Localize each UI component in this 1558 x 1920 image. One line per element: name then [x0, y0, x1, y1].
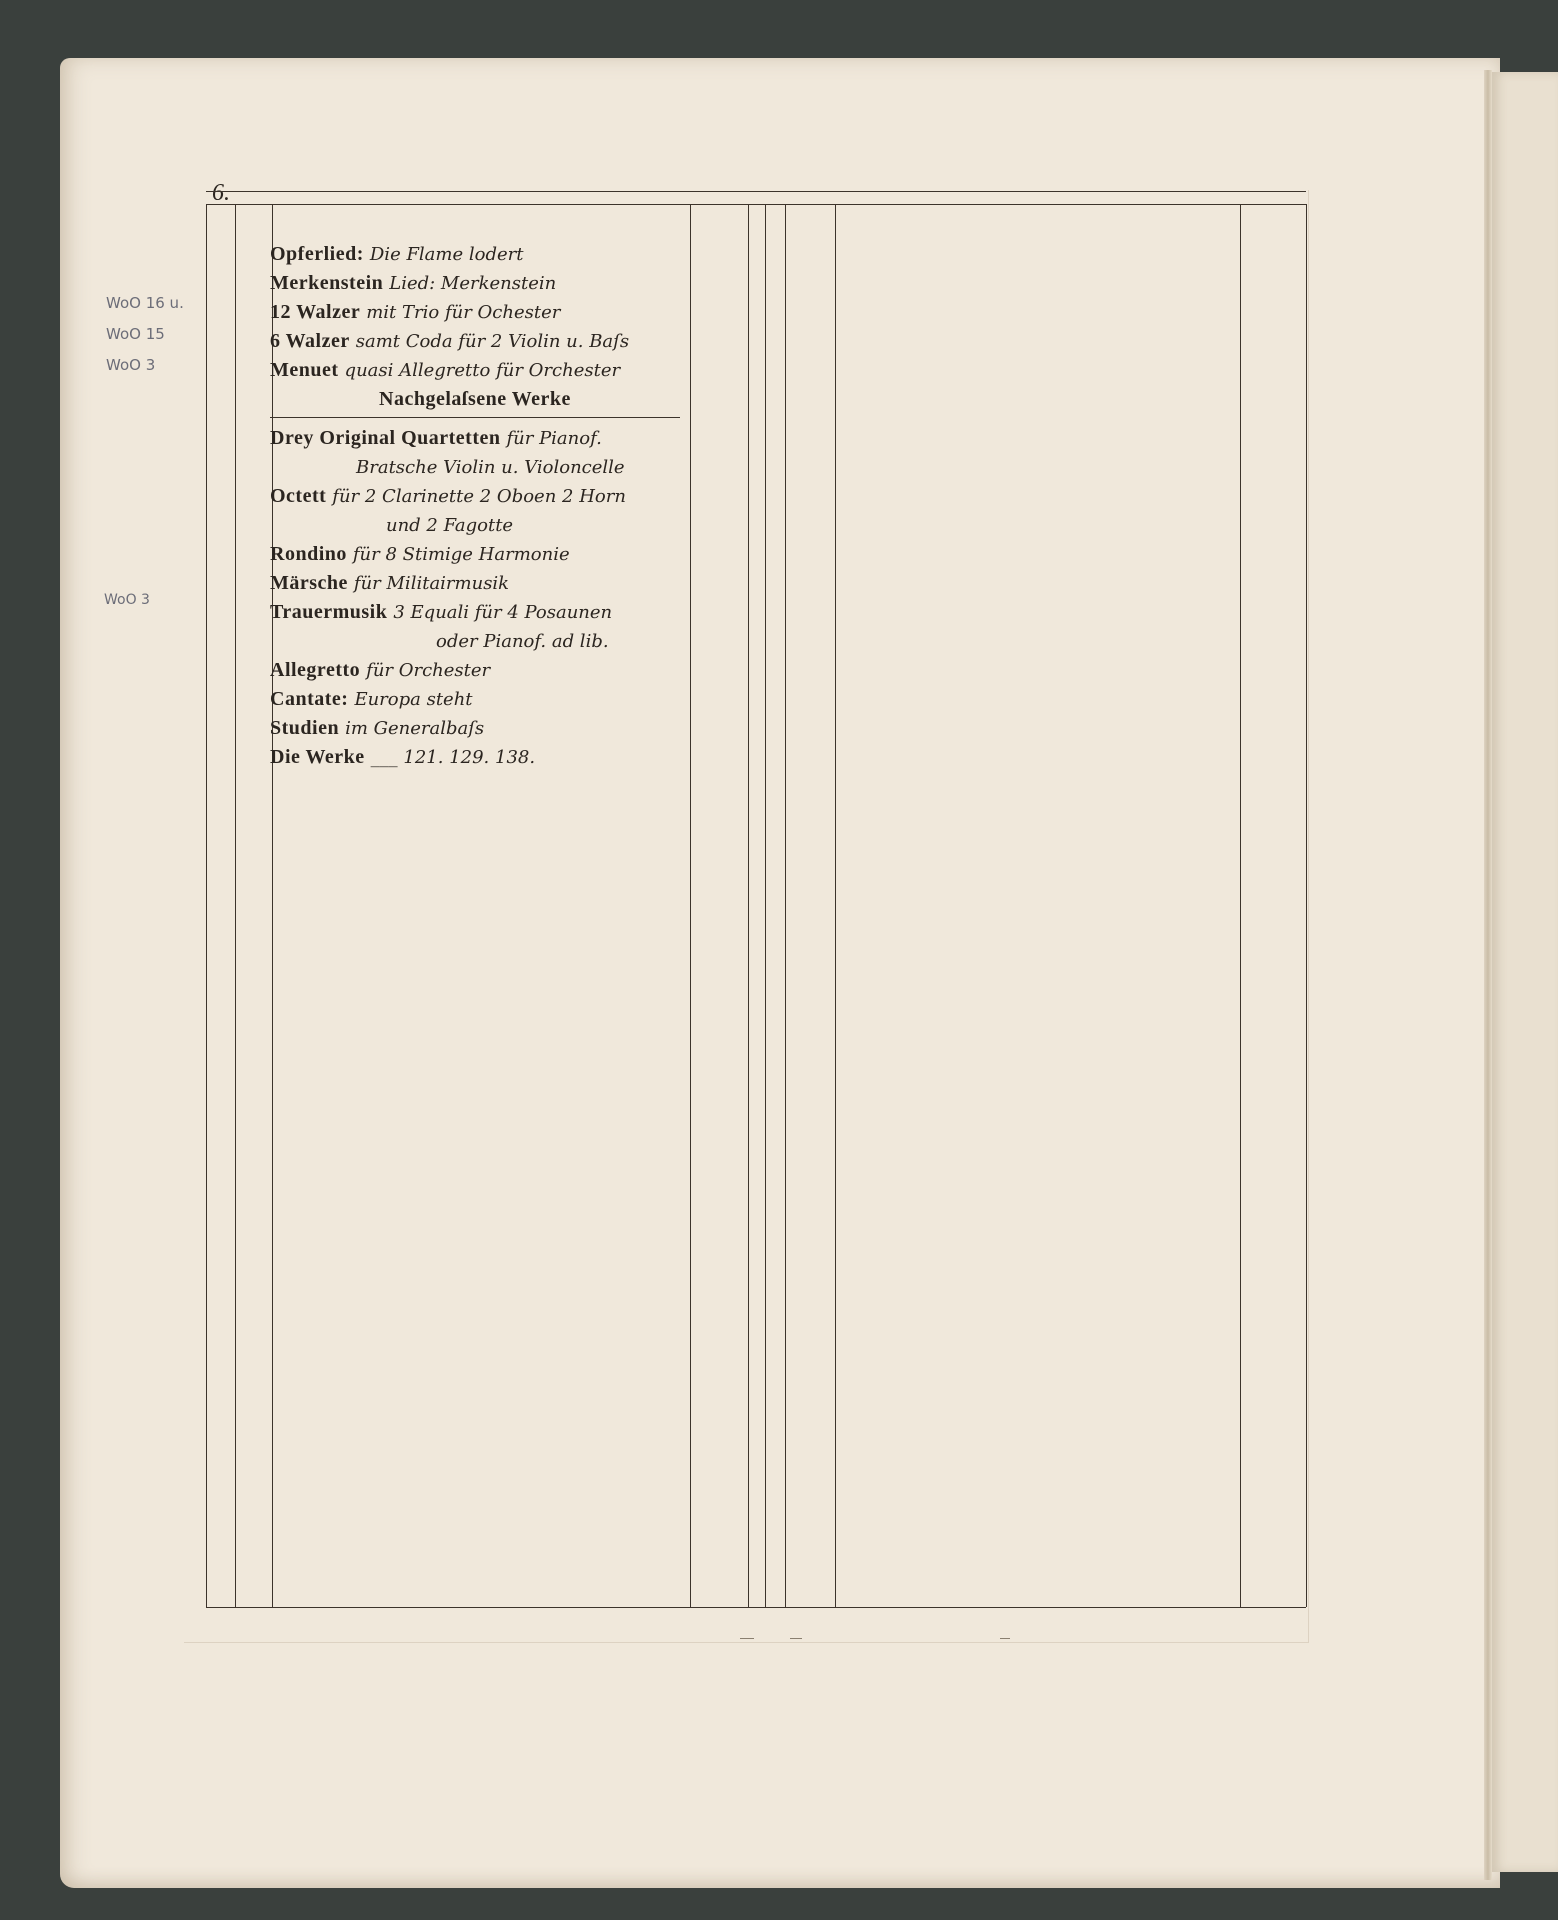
- column-rule-6: [765, 204, 766, 1607]
- column-rule-10: [1306, 204, 1307, 1607]
- catalogue-entry-continuation: oder Pianof. ad lib.: [436, 631, 609, 652]
- margin-note: WoO 3: [104, 592, 150, 608]
- column-rule-7: [785, 204, 786, 1607]
- facing-page-edge: [1492, 72, 1558, 1872]
- catalogue-entries: [270, 240, 690, 772]
- catalogue-entry: Menuet quasi Allegretto für Orchester: [270, 359, 621, 381]
- plate-dash: [790, 1638, 802, 1639]
- pencil-margin-notes: [106, 288, 184, 381]
- book-spine: [1484, 70, 1492, 1880]
- table-top-rule: [206, 191, 1306, 192]
- margin-note: WoO 15: [106, 325, 165, 343]
- column-rule-2: [235, 204, 236, 1607]
- page-number: 6.: [212, 180, 230, 206]
- column-rule-4: [690, 204, 691, 1607]
- column-rule-8: [835, 204, 836, 1607]
- catalogue-entry: Allegretto für Orchester: [270, 659, 491, 681]
- table-bottom-rule: [206, 1607, 1306, 1608]
- column-rule-9: [1240, 204, 1241, 1607]
- catalogue-entry: Octett für 2 Clarinette 2 Oboen 2 Horn: [270, 485, 626, 507]
- catalogue-entry: 12 Walzer mit Trio für Ochester: [270, 301, 561, 323]
- table-top-rule-inner: [206, 204, 1306, 205]
- catalogue-entry: Märsche für Militairmusik: [270, 572, 510, 594]
- plate-dash: [1000, 1638, 1010, 1639]
- column-rule-5: [748, 204, 749, 1607]
- column-rule-1: [206, 204, 207, 1607]
- catalogue-entry: Merkenstein Lied: Merkenstein: [270, 272, 557, 294]
- catalogue-entry: Drey Original Quartetten für Pianof.: [270, 427, 602, 449]
- catalogue-entry: 6 Walzer samt Coda für 2 Violin u. Baſs: [270, 330, 630, 352]
- catalogue-entry: Studien im Generalbaſs: [270, 717, 485, 739]
- catalogue-entry: Cantate: Europa steht: [270, 688, 473, 710]
- catalogue-entry-continuation: und 2 Fagotte: [386, 515, 514, 536]
- margin-note: WoO 3: [106, 356, 156, 374]
- section-heading: Nachgelaſsene Werke: [379, 388, 571, 410]
- catalogue-entry: Die Werke ___ 121. 129. 138.: [270, 746, 536, 768]
- plate-dash: [740, 1638, 754, 1639]
- catalogue-entry: Rondino für 8 Stimige Harmonie: [270, 543, 570, 565]
- margin-note: WoO 16 u.: [106, 294, 184, 312]
- catalogue-entry: Opferlied: Die Flame lodert: [270, 243, 524, 265]
- catalogue-entry: Trauermusik 3 Equali für 4 Posaunen: [270, 601, 613, 623]
- section-rule: [270, 417, 680, 418]
- catalogue-entry-continuation: Bratsche Violin u. Violoncelle: [356, 457, 625, 478]
